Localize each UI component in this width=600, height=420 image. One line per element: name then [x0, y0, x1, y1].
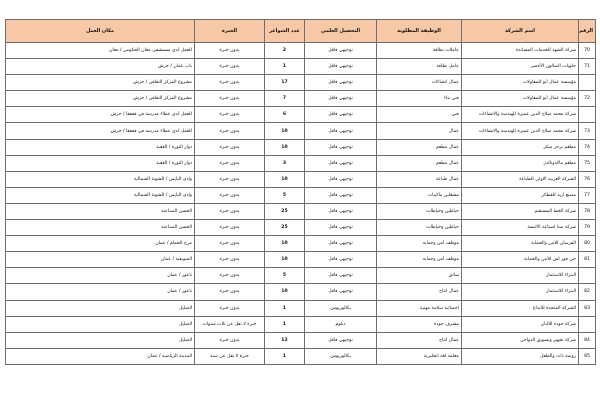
company-cell: الشركة العربية الاولى للطباعة: [462, 171, 579, 187]
education-cell: توجيهي فاقل: [305, 332, 377, 348]
experience-cell: بدون خبرة: [195, 43, 265, 59]
vacancy-count-cell: 1: [265, 59, 305, 75]
row-number: 74: [579, 139, 596, 155]
education-cell: توجيهي فاقل: [305, 107, 377, 123]
job-cell: فني: [377, 107, 462, 123]
company-cell: الشركة المتحدة للابداع: [462, 300, 579, 316]
row-number: [579, 75, 596, 91]
vacancy-count-cell: 10: [265, 123, 305, 139]
experience-cell: بدون خبرة: [195, 332, 265, 348]
job-cell: عمال مطعم: [377, 155, 462, 171]
vacancy-count-cell: 10: [265, 284, 305, 300]
location-cell: مرج الحمام / عمان: [6, 236, 195, 252]
table-row: [6, 75, 596, 91]
location-cell: الضليل: [6, 332, 195, 348]
experience-cell: بدون خبرة: [195, 187, 265, 203]
job-cell: عمال انتاج: [377, 284, 462, 300]
vacancy-count-cell: 3: [265, 155, 305, 171]
table-body: [6, 43, 596, 365]
company-cell: شركة محمد صلاح الدين عميرة للهندسة والانشاءات: [462, 107, 579, 123]
table-row: [6, 123, 596, 139]
row-number: 72: [579, 91, 596, 107]
row-number: [579, 268, 596, 284]
experience-cell: بدون خبرة: [195, 236, 265, 252]
education-cell: توجيهي فاقل: [305, 123, 377, 139]
location-cell: الضليل: [6, 316, 195, 332]
company-cell: البتراء للاستثمار: [462, 284, 579, 300]
row-number: 85: [579, 348, 596, 364]
row-number: 77: [579, 187, 596, 203]
vacancy-count-cell: 1: [265, 300, 305, 316]
experience-cell: بدون خبرة: [195, 203, 265, 219]
location-cell: دوار الثورة / العقبة: [6, 155, 195, 171]
table-header-row: [6, 20, 596, 43]
company-cell: جي فور اس للامن والحماية: [462, 252, 579, 268]
row-number: 79: [579, 220, 596, 236]
location-cell: للعمل لدى مستشفى معان الحكومي / معان: [6, 43, 195, 59]
row-number: [579, 316, 596, 332]
experience-cell: بدون خبرة: [195, 268, 265, 284]
job-cell: موظف امن وحماية: [377, 252, 462, 268]
job-cell: عمال طباعة: [377, 171, 462, 187]
company-cell: مؤسسة عمال ابو للمقاولات: [462, 91, 579, 107]
education-cell: توجيهي فاقل: [305, 75, 377, 91]
vacancy-count-cell: 10: [265, 252, 305, 268]
vacancy-count-cell: 5: [265, 268, 305, 284]
company-cell: مطعم ماكدونالدز: [462, 155, 579, 171]
experience-cell: بدون خبرة: [195, 171, 265, 187]
experience-cell: بدون خبرة: [195, 300, 265, 316]
table-row: [6, 284, 596, 300]
header-company: اسم الشركة: [462, 20, 579, 43]
table-row: [6, 268, 596, 284]
education-cell: بكالوريوس: [305, 300, 377, 316]
job-cell: عمال: [377, 123, 462, 139]
education-cell: بكالوريوس: [305, 348, 377, 364]
row-number: 71: [579, 59, 596, 75]
education-cell: توجيهي فاقل: [305, 268, 377, 284]
table-row: [6, 300, 596, 316]
header-num: الرقم: [579, 20, 596, 43]
header-location: مكان العمل: [6, 20, 195, 43]
experience-cell: بدون خبرة: [195, 75, 265, 91]
education-cell: توجيهي فاقل: [305, 220, 377, 236]
location-cell: باب عمان / جرش: [6, 59, 195, 75]
job-cell: فني بناء: [377, 91, 462, 107]
table-row: [6, 220, 596, 236]
row-number: 83: [579, 300, 596, 316]
education-cell: دبلوم: [305, 316, 377, 332]
education-cell: توجيهي فاقل: [305, 171, 377, 187]
row-number: 76: [579, 171, 596, 187]
vacancy-count-cell: 2: [265, 43, 305, 59]
vacancy-count-cell: 12: [265, 332, 305, 348]
table-row: [6, 59, 596, 75]
vacancy-count-cell: 1: [265, 316, 305, 332]
row-number: 75: [579, 155, 596, 171]
company-cell: روضة ذات والطفل: [462, 348, 579, 364]
location-cell: المدينة الرياضية / عمان: [6, 348, 195, 364]
education-cell: توجيهي فاقل: [305, 155, 377, 171]
job-cell: عاملات نظافة: [377, 43, 462, 59]
table-row: [6, 203, 596, 219]
vacancy-count-cell: 6: [265, 107, 305, 123]
location-cell: للعمل لدى عطاء مدرسة في قفقفا / جرش: [6, 123, 195, 139]
education-cell: توجيهي فاقل: [305, 284, 377, 300]
job-cell: مشغلين ماكينات: [377, 187, 462, 203]
row-number: 80: [579, 236, 596, 252]
row-number: 70: [579, 43, 596, 59]
table-row: [6, 91, 596, 107]
location-cell: مشروع المركز الثقافي / جرش: [6, 75, 195, 91]
job-cell: سائق: [377, 268, 462, 284]
company-cell: شركة محمد صلاح الدين عميرة للهندسة والانشاءات: [462, 123, 579, 139]
location-cell: للعمل لدى عطاء مدرسة في قفقفا / جرش: [6, 107, 195, 123]
company-cell: شركة الخط المستقيم: [462, 203, 579, 219]
experience-cell: بدون خبرة: [195, 139, 265, 155]
experience-cell: بدون خبرة: [195, 123, 265, 139]
row-number: 73: [579, 123, 596, 139]
company-cell: البتراء للاستثمار: [462, 268, 579, 284]
table-row: [6, 316, 596, 332]
table-row: [6, 107, 596, 123]
experience-cell: بدون خبرة: [195, 107, 265, 123]
education-cell: توجيهي فاقل: [305, 91, 377, 107]
header-experience: الخبرة: [195, 20, 265, 43]
table-row: [6, 139, 596, 155]
education-cell: توجيهي فاقل: [305, 59, 377, 75]
jobs-table: [5, 19, 596, 365]
job-cell: خياطين وخياطات: [377, 203, 462, 219]
experience-cell: خبرة لا تقل عن ثلاث سنوات: [195, 316, 265, 332]
company-cell: مطعم برجر ميكر: [462, 139, 579, 155]
vacancy-count-cell: 17: [265, 75, 305, 91]
header-education: التحصيل العلمي: [305, 20, 377, 43]
location-cell: ناعور / عمان: [6, 268, 195, 284]
location-cell: مشروع المركز الثقافي / جرش: [6, 91, 195, 107]
experience-cell: خبرة لا تقل عن سنة: [195, 348, 265, 364]
vacancy-count-cell: 25: [265, 203, 305, 219]
experience-cell: بدون خبرة: [195, 220, 265, 236]
table-row: [6, 171, 596, 187]
company-cell: حلويات الصالون الأخضر: [462, 59, 579, 75]
location-cell: الحسن الصناعية: [6, 220, 195, 236]
location-cell: الضليل: [6, 300, 195, 316]
table-row: [6, 348, 596, 364]
location-cell: وادي اليابس / الشونة الشمالية: [6, 187, 195, 203]
table-row: [6, 187, 596, 203]
education-cell: توجيهي فاقل: [305, 187, 377, 203]
table-row: [6, 236, 596, 252]
company-cell: الفرسان للامن والحماية: [462, 236, 579, 252]
row-number: 84: [579, 332, 596, 348]
education-cell: توجيهي فاقل: [305, 252, 377, 268]
experience-cell: بدون خبرة: [195, 284, 265, 300]
company-cell: شركة جودة للالبان: [462, 316, 579, 332]
row-number: 78: [579, 203, 596, 219]
education-cell: توجيهي فاقل: [305, 203, 377, 219]
location-cell: دوار الثورة / العقبة: [6, 139, 195, 155]
experience-cell: بدون خبرة: [195, 155, 265, 171]
experience-cell: بدون خبرة: [195, 252, 265, 268]
experience-cell: بدون خبرة: [195, 59, 265, 75]
table-row: [6, 332, 596, 348]
job-cell: اخصائية سلامة مهنية: [377, 300, 462, 316]
location-cell: الحسن الصناعية: [6, 203, 195, 219]
location-cell: وادي اليابس / الشونة الشمالية: [6, 171, 195, 187]
vacancy-count-cell: 1: [265, 348, 305, 364]
job-cell: عمال انتاج: [377, 332, 462, 348]
table-row: [6, 155, 596, 171]
table-row: [6, 252, 596, 268]
job-cell: مشرف جودة: [377, 316, 462, 332]
job-cell: موظف امن وحماية: [377, 236, 462, 252]
education-cell: توجيهي فاقل: [305, 43, 377, 59]
table-row: [6, 43, 596, 59]
experience-cell: بدون خبرة: [195, 91, 265, 107]
company-cell: شركة ستا لصناعة الالبسة: [462, 220, 579, 236]
education-cell: توجيهي فاقل: [305, 236, 377, 252]
vacancy-count-cell: 10: [265, 139, 305, 155]
location-cell: ناعور / عمان: [6, 284, 195, 300]
header-job: الوظيفة المطلوبة: [377, 20, 462, 43]
job-cell: معلمة لغة انجليزية: [377, 348, 462, 364]
vacancy-count-cell: 10: [265, 171, 305, 187]
company-cell: شركة الشهد للخدمات المساندة: [462, 43, 579, 59]
company-cell: مصنع اربد للقطائر: [462, 187, 579, 203]
row-number: [579, 107, 596, 123]
company-cell: شركة تجهيز وتسويق الدواجن: [462, 332, 579, 348]
header-count: عدد الشواغر: [265, 20, 305, 43]
job-cell: خياطين وخياطات: [377, 220, 462, 236]
job-cell: عمال مطعم: [377, 139, 462, 155]
job-cell: عمال انشاءات: [377, 75, 462, 91]
vacancy-count-cell: 7: [265, 91, 305, 107]
vacancy-count-cell: 5: [265, 187, 305, 203]
row-number: 81: [579, 252, 596, 268]
row-number: 82: [579, 284, 596, 300]
job-cell: عامل نظافة: [377, 59, 462, 75]
location-cell: الصويفية / عمان: [6, 252, 195, 268]
company-cell: مؤسسة عمال ابو للمقاولات: [462, 75, 579, 91]
education-cell: توجيهي فاقل: [305, 139, 377, 155]
vacancy-count-cell: 10: [265, 236, 305, 252]
vacancy-count-cell: 25: [265, 220, 305, 236]
